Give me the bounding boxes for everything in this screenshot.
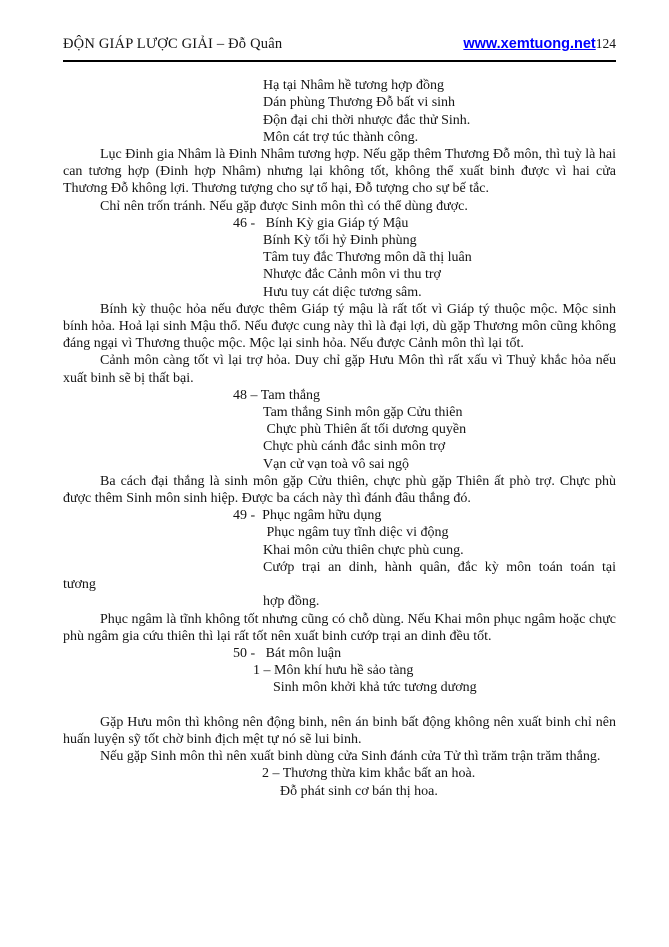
section-heading-50: 50 - Bát môn luận (233, 645, 342, 661)
verse-line: Chực phù Thiên ất tối dương quyền (263, 422, 467, 438)
verse-line: Chực phù cánh đắc sinh môn trợ (263, 439, 446, 455)
page-number: 124 (595, 36, 616, 51)
header-right (463, 35, 616, 53)
paragraph: Gặp Hưu môn thì không nên động binh, nên án binh bất động không nên xuất binh chỉ nên huấn luyện sỹ tốt chờ binh địch mệt tự nó sẽ lui binh. (63, 714, 616, 747)
verse-line: hợp đồng. (263, 594, 320, 610)
verse-line: Khai môn cửu thiên chực phù cung. (263, 542, 464, 558)
verse-line: Dán phùng Thương Đỗ bất vi sinh (263, 95, 456, 111)
verse-line: Bính Kỳ tối hỷ Đinh phùng (263, 233, 417, 249)
document-title: ĐỘN GIÁP LƯỢC GIẢI – Đỗ Quân (63, 36, 283, 52)
verse-line: Vạn cử vạn toà vô sai ngộ (263, 456, 409, 472)
subsection-line-2: 2 – Thương thừa kim khắc bất an hoà. (262, 766, 476, 782)
verse-line: Tam thắng Sinh môn gặp Cửu thiên (263, 405, 463, 421)
verse-line-justified: Cướp trại an dinh, hành quân, đắc kỳ môn toán toán tại (263, 559, 616, 575)
verse-46 (63, 232, 616, 301)
document-body (63, 77, 616, 800)
verse-line: Hạ tại Nhâm hề tương hợp đồng (263, 78, 445, 94)
subsection-line-1: 1 – Môn khí hưu hề sảo tàng (253, 663, 414, 679)
paragraph: Chỉ nên trốn tránh. Nếu gặp được Sinh môn thì có thể dùng được. (100, 198, 468, 214)
verse-48 (63, 404, 616, 473)
verse-line: Môn cát trợ túc thành công. (263, 129, 419, 145)
section-heading-48: 48 – Tam thắng (233, 387, 321, 403)
verse-49 (63, 524, 616, 558)
wrapped-word: tương (63, 577, 96, 593)
opening-verse (63, 77, 616, 146)
section-heading-49: 49 - Phục ngâm hữu dụng (233, 508, 382, 524)
verse-line: Phục ngâm tuy tĩnh diệc vi động (263, 525, 449, 541)
paragraph: Lục Đinh gia Nhâm là Đinh Nhâm tương hợp. Nếu gặp thêm Thương Đỗ môn, thì tuỳ là hai can tương hợp (Đinh hợp Nhâm) nhưng lại không tốt, không thể xuất binh được vì hai cửa Thương Đỗ không lợi. Thương tượng cho sự tổ hại, Đỗ tượng cho sự bế tắc. (63, 147, 616, 197)
blank-line (63, 697, 616, 714)
paragraph: Ba cách đại thắng là sinh môn gặp Cửu thiên, chực phù gặp Thiên ất phò trợ. Chực phù được thêm Sinh môn sinh hiệp. Được ba cách này thì đánh đâu thắng đó. (63, 473, 616, 507)
paragraph: Bính kỳ thuộc hỏa nếu được thêm Giáp tý mậu là rất tốt vì Giáp tý thuộc mộc. Mộc sinh bính hỏa. Hoả lại sinh Mậu thổ. Nếu được cung này thì là đại lợi, dù gặp Thương môn cũng không đáng ngại vì Thương thuộc mộc. Mộc lại sinh hỏa. Nếu được Cảnh môn thì lại tốt. (63, 301, 616, 352)
paragraph: Cảnh môn càng tốt vì lại trợ hỏa. Duy chỉ gặp Hưu Môn thì rất xấu vì Thuỷ khắc hỏa nếu xuất binh sẽ bị thất bại. (63, 353, 616, 386)
verse-line: Nhược đắc Cảnh môn vi thu trợ (263, 267, 441, 283)
verse-line: Sinh môn khởi khả tức tương dương (273, 680, 477, 696)
paragraph: Phục ngâm là tĩnh không tốt nhưng cũng có chỗ dùng. Nếu Khai môn phục ngâm hoặc chực phù ngâm gia cứu thiên thì lại rất tốt nên xuất binh cướp trại an dinh đều tốt. (63, 611, 616, 644)
page-header (63, 35, 616, 53)
verse-line: Đỗ phát sinh cơ bán thị hoa. (280, 783, 438, 799)
paragraph: Nếu gặp Sinh môn thì nên xuất binh dùng cửa Sinh đánh cửa Tử thì trăm trận trăm thắng. (100, 749, 601, 765)
website-link[interactable]: www.xemtuong.net (463, 36, 596, 52)
header-divider (63, 60, 616, 62)
verse-line: Tâm tuy đắc Thương môn dã thị luân (263, 250, 472, 266)
section-heading-46: 46 - Bính Kỳ gia Giáp tý Mậu (233, 215, 409, 231)
verse-line: Hưu tuy cát diệc tương sâm. (263, 284, 422, 300)
verse-line: Độn đại chi thời nhược đắc thử Sinh. (263, 112, 471, 128)
